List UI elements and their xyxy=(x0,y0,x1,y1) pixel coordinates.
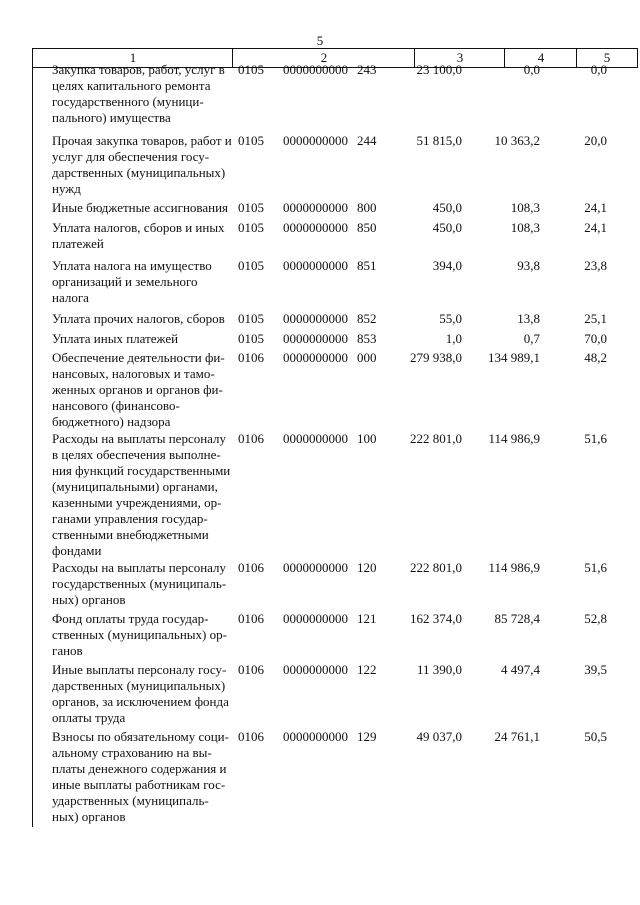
header-col-2: 2 xyxy=(232,48,415,68)
row-expense-type: 000 xyxy=(357,350,377,365)
row-target-code: 0000000000 xyxy=(283,431,348,446)
row-name: Уплата прочих налогов, сборов xyxy=(52,311,225,326)
row-actual-value: 10 363,2 xyxy=(494,133,540,148)
row-target-code: 0000000000 xyxy=(283,200,348,215)
row-percent: 70,0 xyxy=(584,331,607,346)
row-actual-value: 24 761,1 xyxy=(494,729,540,744)
row-name: Расходы на выплаты персоналу в целях обеспечения выполне-ния функций государственными (муниципальными) органами, казенными учреждениями, ор-ганами управления государ-ственными внебюджетными фондами xyxy=(52,431,231,558)
row-section-code: 0106 xyxy=(238,611,264,626)
row-section-code: 0105 xyxy=(238,311,264,326)
row-target-code: 0000000000 xyxy=(283,62,348,77)
row-plan-value: 222 801,0 xyxy=(410,431,462,446)
row-actual-value: 114 986,9 xyxy=(488,431,540,446)
row-plan-value: 49 037,0 xyxy=(416,729,462,744)
row-actual-value: 13,8 xyxy=(517,311,540,326)
row-name: Взносы по обязательному соци-альному страхованию на вы-платы денежного содержания и иные выплаты работникам гос-ударственных (муниципаль-ных) органов xyxy=(52,729,229,824)
row-percent: 50,5 xyxy=(584,729,607,744)
row-target-code: 0000000000 xyxy=(283,560,348,575)
row-percent: 51,6 xyxy=(584,560,607,575)
row-plan-value: 55,0 xyxy=(439,311,462,326)
row-percent: 52,8 xyxy=(584,611,607,626)
row-percent: 24,1 xyxy=(584,200,607,215)
row-plan-value: 394,0 xyxy=(432,258,462,273)
row-expense-type: 120 xyxy=(357,560,377,575)
row-section-code: 0106 xyxy=(238,350,264,365)
row-target-code: 0000000000 xyxy=(283,311,348,326)
row-name: Уплата налога на имущество организаций и земельного налога xyxy=(52,258,212,305)
row-name: Закупка товаров, работ, услуг в целях капитального ремонта государственного (муници-пального) имущества xyxy=(52,62,225,125)
row-target-code: 0000000000 xyxy=(283,350,348,365)
row-percent: 25,1 xyxy=(584,311,607,326)
row-percent: 0,0 xyxy=(590,62,607,77)
row-section-code: 0106 xyxy=(238,431,264,446)
row-expense-type: 129 xyxy=(357,729,377,744)
row-name: Иные бюджетные ассигнования xyxy=(52,200,229,215)
row-actual-value: 134 989,1 xyxy=(488,350,540,365)
row-plan-value: 279 938,0 xyxy=(410,350,462,365)
row-target-code: 0000000000 xyxy=(283,611,348,626)
row-percent: 39,5 xyxy=(584,662,607,677)
row-target-code: 0000000000 xyxy=(283,662,348,677)
page-number: 5 xyxy=(316,33,324,48)
row-section-code: 0105 xyxy=(238,331,264,346)
row-plan-value: 1,0 xyxy=(445,331,462,346)
row-actual-value: 108,3 xyxy=(510,220,540,235)
row-expense-type: 121 xyxy=(357,611,377,626)
row-plan-value: 51 815,0 xyxy=(416,133,462,148)
row-plan-value: 450,0 xyxy=(432,220,462,235)
row-target-code: 0000000000 xyxy=(283,331,348,346)
row-percent: 24,1 xyxy=(584,220,607,235)
row-plan-value: 450,0 xyxy=(432,200,462,215)
row-section-code: 0105 xyxy=(238,62,264,77)
row-section-code: 0105 xyxy=(238,220,264,235)
row-name: Расходы на выплаты персоналу государственных (муниципаль-ных) органов xyxy=(52,560,227,607)
row-plan-value: 11 390,0 xyxy=(416,662,462,677)
row-section-code: 0106 xyxy=(238,729,264,744)
header-col-5: 5 xyxy=(576,48,638,68)
row-expense-type: 244 xyxy=(357,133,377,148)
row-section-code: 0105 xyxy=(238,258,264,273)
row-expense-type: 850 xyxy=(357,220,377,235)
row-actual-value: 4 497,4 xyxy=(501,662,540,677)
row-actual-value: 108,3 xyxy=(510,200,540,215)
row-name: Иные выплаты персоналу госу-дарственных (муниципальных) органов, за исключением фонда оплаты труда xyxy=(52,662,229,725)
row-percent: 23,8 xyxy=(584,258,607,273)
row-percent: 51,6 xyxy=(584,431,607,446)
row-expense-type: 851 xyxy=(357,258,377,273)
row-name: Фонд оплаты труда государ-ственных (муниципальных) ор-ганов xyxy=(52,611,227,658)
row-target-code: 0000000000 xyxy=(283,133,348,148)
header-col-4: 4 xyxy=(504,48,577,68)
table-left-border xyxy=(32,67,33,827)
row-plan-value: 222 801,0 xyxy=(410,560,462,575)
row-expense-type: 122 xyxy=(357,662,377,677)
row-actual-value: 114 986,9 xyxy=(488,560,540,575)
row-name: Уплата иных платежей xyxy=(52,331,179,346)
row-percent: 48,2 xyxy=(584,350,607,365)
row-name: Уплата налогов, сборов и иных платежей xyxy=(52,220,225,251)
row-section-code: 0106 xyxy=(238,662,264,677)
row-plan-value: 23 100,0 xyxy=(416,62,462,77)
row-percent: 20,0 xyxy=(584,133,607,148)
row-expense-type: 800 xyxy=(357,200,377,215)
row-name: Прочая закупка товаров, работ и услуг для обеспечения госу-дарственных (муниципальных) нужд xyxy=(52,133,232,196)
row-target-code: 0000000000 xyxy=(283,220,348,235)
row-section-code: 0105 xyxy=(238,133,264,148)
row-actual-value: 0,7 xyxy=(523,331,540,346)
row-target-code: 0000000000 xyxy=(283,258,348,273)
row-expense-type: 243 xyxy=(357,62,377,77)
header-col-1: 1 xyxy=(32,48,233,68)
row-actual-value: 0,0 xyxy=(523,62,540,77)
row-section-code: 0105 xyxy=(238,200,264,215)
row-expense-type: 852 xyxy=(357,311,377,326)
row-expense-type: 853 xyxy=(357,331,377,346)
row-actual-value: 93,8 xyxy=(517,258,540,273)
row-name: Обеспечение деятельности фи-нансовых, налоговых и тамо-женных органов и органов фи-нансового (финансово-бюджетного) надзора xyxy=(52,350,225,429)
header-col-3: 3 xyxy=(414,48,505,68)
row-expense-type: 100 xyxy=(357,431,377,446)
row-actual-value: 85 728,4 xyxy=(494,611,540,626)
row-section-code: 0106 xyxy=(238,560,264,575)
row-plan-value: 162 374,0 xyxy=(410,611,462,626)
row-target-code: 0000000000 xyxy=(283,729,348,744)
